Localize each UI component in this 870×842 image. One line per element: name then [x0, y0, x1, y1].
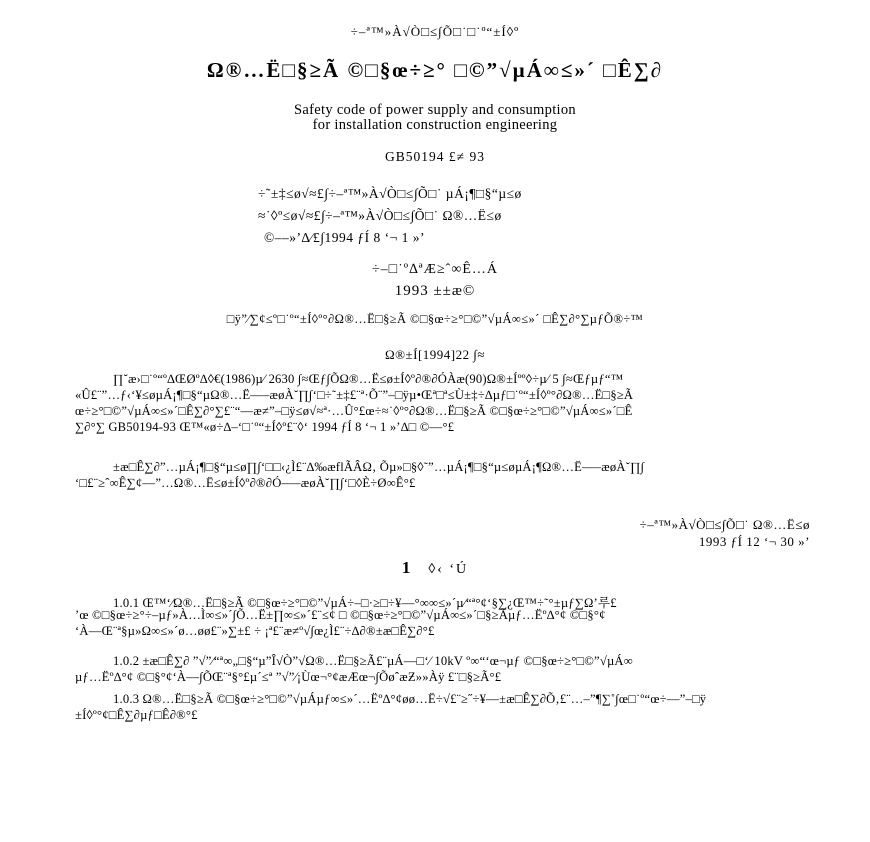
signature-date: 1993 ƒÍ 12 ‘¬ 30 »’ [698, 534, 810, 549]
article-101-line: 1.0.1 Œ™‘⁄Ω®…Ë□§≥Ã ©□§œ÷≥°□©”√µÁ÷–□·≥□÷¥––°∞∞≤»´µ⁄“ª°¢‘§∑¿Œ™÷˜°±µƒ∑Ω’루£ [113, 596, 617, 610]
notice-paragraph1-line: œ÷≥°□©”√µÁ∞≤»´□Ê∑∂°∑£¨“—æ≠”–□ÿ≤ø√≈ª·…Û°£œ÷≈˙◊º°∂Ω®…Ë□§≥Ã ©□§œ÷≥°□©”√µÁ∞≤»´□Ê [75, 404, 633, 418]
article-103-line: 1.0.3 Ω®…Ë□§≥Ã ©□§œ÷≥°□©”√µÁµƒ∞≤»´…Ëº∆°¢øø…Ë÷√£¨≥˝÷¥––±æ□Ê∑∂Õ‚£¨…–”¶∑˚∫œ□˙º“œ÷––”–□ÿ [113, 692, 707, 706]
year-city-line: 1993 ±±æ© [394, 283, 476, 299]
approval-department-line: ≈˙◊º≤ø√≈£∫÷–ª™»À√Ò□≤∫Õ□˙ Ω®…Ë≤ø [258, 208, 502, 223]
article-102-line: 1.0.2 ±æ□Ê∑∂ ”√”⁄“ª∞„□§“µ”Î√Ò”√Ω®…Ë□§≥Ã£¨µÁ—□‘⁄ 10kV º∞“‘œ¬µƒ ©□§œ÷≥°□©”√µÁ∞ [113, 654, 633, 668]
document-title-en-line1: Safety code of power supply and consumption [294, 102, 576, 118]
article-101-line: ‘À––Œ¨ª§µ»Ω∞≤»´ø…øø£¨»∑±£ ÷ ¡ª£¨æ≠º√∫œ¿Ì£¨÷∆∂®±æ□Ê∑∂°£ [75, 624, 435, 638]
document-title-en-line2: for installation construction engineering [312, 117, 558, 133]
notice-paragraph1-line: «Û£¨”…ƒ‹‘¥≤øµÁ¡¶□§“µΩ®…Ë—–æøÀ˘∏∫‘□÷˜±‡£¨ª·Õ¨”–□ÿµ•Œª□ª≤Ù±‡÷∆µƒ□˙º“±Í◊º°∂Ω®…Ë□§≥Ã [75, 388, 634, 402]
standard-number: GB50194 £≠ 93 [385, 149, 485, 164]
effective-date-line: ©––»’∆⁄£∫1994 ƒÍ 8 ‘¬ 1 »’ [264, 230, 425, 245]
chapter-heading [0, 558, 870, 578]
notice-paragraph1-line: ∏˘æ›□˙º“º∆ŒØº∆◊€(1986)µ⁄ 2630 ∫≈Œƒ∫ÕΩ®…Ë≤ø±Í◊º∂®∂ÓÀæ(90)Ω®±Íºº◊÷µ⁄ 5 ∫≈Œƒµƒ“™ [113, 372, 624, 386]
notice-paragraph1-line: ∑∂°∑ GB50194-93 Œ™«ø÷∆–‘□˙º“±Í◊º£¨◊‘ 1994 ƒÍ 8 ‘¬ 1 »’∆□ ©––°£ [75, 420, 455, 434]
chapter-title: ◊‹ ‘Ú [428, 562, 469, 577]
chapter-number: 1 [401, 558, 411, 577]
national-standard-header: ÷–ª™»À√Ò□≤∫Õ□˙□˙º“±Í◊º [350, 24, 520, 39]
notice-paragraph2-line: ‘□£¨≥ˆ∞Ê∑¢––”…Ω®…Ë≤ø±Í◊º∂®∂Ó—–æøÀ˘∏∫‘□◊È÷Ø∞Ê°£ [75, 476, 416, 490]
notice-title: □ÿ”⁄∑¢≤º□˙º“±Í◊º°∂Ω®…Ë□§≥Ã ©□§œ÷≥°□©”√µÁ∞≤»´ □Ê∑∂°∑µƒÕ®÷™ [226, 312, 644, 326]
article-101-line: ’œ ©□§œ÷≥°÷–µƒ»À…Ì∞≤»´∫Õ…Ë±∏∞≤»´£¨≤¢ □ ©□§œ÷≥°□©”√µÁ∞≤»´□§≥Ãµƒ…Ëº∆°¢ ©□§°¢ [75, 608, 606, 622]
document-title-cn: Ω®…Ë□§≥Ã ©□§œ÷≥° □©”√µÁ∞≤»´ □Ê∑∂ [206, 58, 664, 82]
notice-doc-number: Ω®±Í[1994]22 ∫≈ [384, 347, 486, 362]
signature-organization: ÷–ª™»À√Ò□≤∫Õ□˙ Ω®…Ë≤ø [639, 517, 810, 532]
article-102-line: µƒ…Ëº∆°¢ ©□§°¢‘À––∫ÕŒ¨ª§°£µ´≤ª ”√”⁄¡Ùœ¬°¢æÆœ¬∫ÕøˆæƵ»»Àÿ £¨□§≥Ã°£ [75, 670, 502, 684]
notice-paragraph2-line: ±æ□Ê∑∂”…µÁ¡¶□§“µ≤ø∏∫‘□□‹¿Ì£¨∆‰æflÃÂΩ‚ Õµ»□§◊˜”…µÁ¡¶□§“µ≤øµÁ¡¶Ω®…Ë—–æøÀ˘∏∫ [113, 460, 645, 474]
article-103-line: ±Í◊º°¢□Ê∑∂µƒ□Ê∂®°£ [75, 708, 198, 722]
chief-editor-line: ÷˜±‡≤ø√≈£∫÷–ª™»À√Ò□≤∫Õ□˙ µÁ¡¶□§“µ≤ø [258, 186, 522, 201]
publisher-line: ÷–□˙º∆ªÆ≥ˆ∞Ê…Á [371, 262, 498, 277]
